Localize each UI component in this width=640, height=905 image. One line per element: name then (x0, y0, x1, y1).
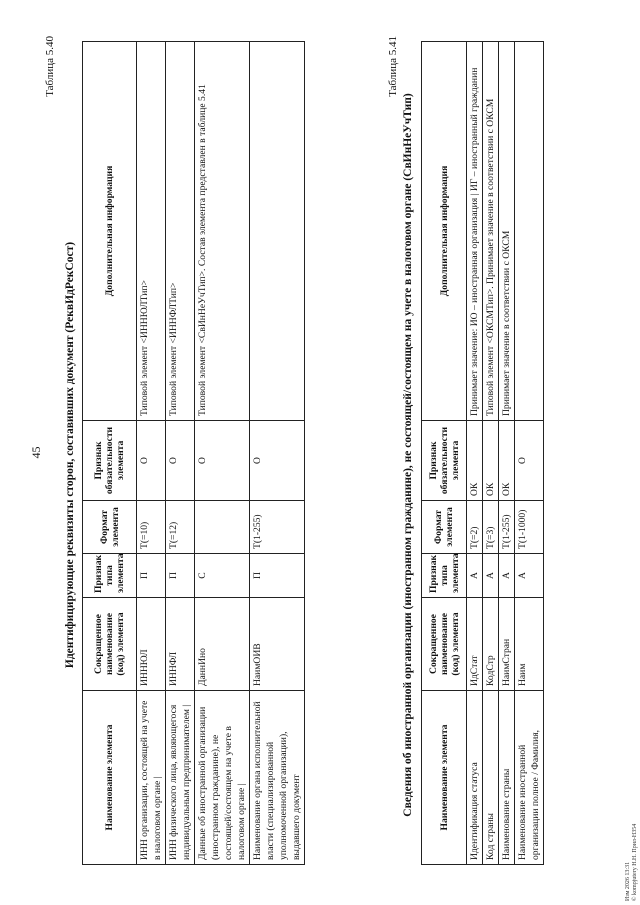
footer-line: © kompjuterу Н.Н. Прил-Н354 (632, 823, 638, 901)
cell: T(=12) (166, 501, 195, 554)
cell (515, 42, 544, 421)
table2 (421, 41, 544, 865)
cell: Типовой элемент <СвИнНеУчТип>. Состав элемента представлен в таблице 5.41 (195, 42, 250, 421)
cell: Наименование органа исполнительной власти (специализированной уполномоченной организации), выдавшего документ (250, 691, 305, 865)
cell: П (166, 554, 195, 598)
cell: Принимает значение: ИО – иностранная организация | ИГ – иностранный гражданин (467, 42, 483, 421)
table-row (483, 42, 499, 865)
cell: О (195, 421, 250, 501)
cell: ОК (499, 421, 515, 501)
table-row (250, 42, 305, 865)
footer-stamp (625, 824, 639, 901)
table2-header-row (422, 42, 467, 865)
cell: А (467, 554, 483, 598)
cell: ИННЮЛ (137, 598, 166, 691)
cell: КодСтр (483, 598, 499, 691)
table1 (82, 41, 305, 865)
cell: Наименование страны (499, 691, 515, 865)
cell: О (250, 421, 305, 501)
cell: НаимСтран (499, 598, 515, 691)
table2-caption: Сведения об иностранной организации (иностранном гражданине), не состоящей/состоящем на учете в налоговом органе (СвИнНеУчТип) (402, 93, 414, 817)
page-number: 45 (29, 446, 43, 459)
cell: Принимает значение в соответствии с ОКСМ (499, 42, 515, 421)
cell: А (499, 554, 515, 598)
cell: НаимОИВ (250, 598, 305, 691)
header-cell: Дополнительная информация (83, 42, 137, 421)
cell: Наим (515, 598, 544, 691)
table-row (467, 42, 483, 865)
cell: П (137, 554, 166, 598)
cell: ИНН физического лица, являющегося индивидуальным предпринимателем | (166, 691, 195, 865)
table1-caption: Идентифицирующие реквизиты сторон, составивших документ (РеквИдРекСост) (64, 241, 76, 669)
header-cell: Наименование элемента (83, 691, 137, 865)
cell: А (515, 554, 544, 598)
header-cell: Признак обязательности элемента (83, 421, 137, 501)
cell: Код страны (483, 691, 499, 865)
cell: T(=2) (467, 501, 483, 554)
cell (195, 501, 250, 554)
cell: О (515, 421, 544, 501)
table-row (166, 42, 195, 865)
table-row (195, 42, 250, 865)
header-cell: Дополнительная информация (422, 42, 467, 421)
cell: Данные об иностранной организации (иностранном гражданине), не состоящей/состоящем на учете в налоговом органе | (195, 691, 250, 865)
cell: ИННФЛ (166, 598, 195, 691)
header-cell: Наименование элемента (422, 691, 467, 865)
header-cell: Признак типа элемента (422, 554, 467, 598)
footer-line: Изм 2026 13:31 (625, 861, 631, 901)
header-cell: Сокращенное наименование (код) элемента (83, 598, 137, 691)
header-cell: Признак обязательности элемента (422, 421, 467, 501)
cell: ДаннИно (195, 598, 250, 691)
cell: ОК (483, 421, 499, 501)
cell: ИНН организации, состоящей на учете в налоговом органе | (137, 691, 166, 865)
cell: T(=3) (483, 501, 499, 554)
cell: О (166, 421, 195, 501)
cell: Типовой элемент <ИННЮЛТип> (137, 42, 166, 421)
cell: T(=10) (137, 501, 166, 554)
cell: Типовой элемент <ИННФЛТип> (166, 42, 195, 421)
cell: Идентификация статуса (467, 691, 483, 865)
header-cell: Сокращенное наименование (код) элемента (422, 598, 467, 691)
cell: С (195, 554, 250, 598)
table2-number: Таблица 5.41 (387, 36, 399, 97)
cell: T(1-1000) (515, 501, 544, 554)
cell: ОК (467, 421, 483, 501)
table1-header-row (83, 42, 137, 865)
header-cell: Формат элемента (422, 501, 467, 554)
cell: А (483, 554, 499, 598)
cell: T(1-255) (250, 501, 305, 554)
header-cell: Формат элемента (83, 501, 137, 554)
cell: П (250, 554, 305, 598)
cell: О (137, 421, 166, 501)
cell: Типовой элемент <ОКСМТип>. Принимает значение в соответствии с ОКСМ (483, 42, 499, 421)
table-row (137, 42, 166, 865)
table1-number: Таблица 5.40 (44, 36, 56, 97)
table-row (515, 42, 544, 865)
cell: T(1-255) (499, 501, 515, 554)
cell: ИдСтат (467, 598, 483, 691)
cell: Наименование иностранной организации полное / Фамилия, (515, 691, 544, 865)
header-cell: Признак типа элемента (83, 554, 137, 598)
table-row (499, 42, 515, 865)
cell (250, 42, 305, 421)
